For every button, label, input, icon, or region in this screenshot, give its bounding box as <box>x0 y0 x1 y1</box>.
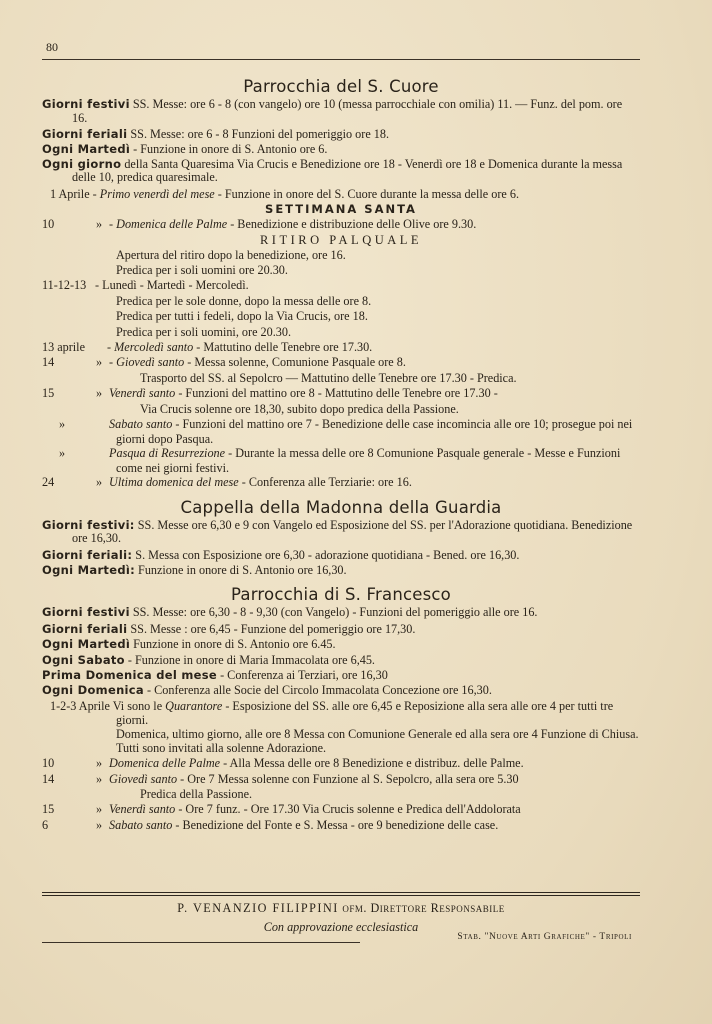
heading-settimana-santa: SETTIMANA SANTA <box>265 202 417 217</box>
quarantore-detail: Domenica, ultimo giorno, alle ore 8 Messa con Comunione Generale ed alla sera ore 4 Funzione di Chiusa. <box>116 726 639 741</box>
entry-ogni-domenica: Ogni Domenica - Conferenza alle Socie del Circolo Immacolata Concezione ore 16,30. <box>42 683 492 698</box>
entry-ogni-martedi: Ogni Martedì - Funzione in onore di S. Antonio ore 6. <box>42 142 328 157</box>
page-footer <box>42 884 640 937</box>
entry-14-aprile: 14 » Giovedì santo - Ore 7 Messa solenne con Funzione al S. Sepolcro, alla sera ore 5.30 <box>42 771 519 786</box>
entry-11-12-13: 11-12-13 - Lunedì - Martedì - Mercoledì. <box>42 278 249 293</box>
entry-24-aprile: 24 » Ultima domenica del mese - Conferenza alle Terziarie: ore 16. <box>42 475 412 490</box>
entry-15-aprile: 15 » Venerdì santo - Ore 7 funz. - Ore 17.30 Via Crucis solenne e Predica dell'Addolorata <box>42 802 521 817</box>
section-title-madonna-guardia: Cappella della Madonna della Guardia <box>180 497 502 517</box>
heading-ritiro: RITIRO PALQUALE <box>259 232 423 247</box>
bulletin-content <box>42 76 640 833</box>
entry-giorni-festivi: Giorni festivi: SS. Messe ore 6,30 e 9 con Vangelo ed Esposizione del SS. per l'Adorazione quotidiana. Benedizione ore 16,30. <box>42 517 633 545</box>
page-number: 80 <box>46 40 58 54</box>
entry-giorni-feriali: Giorni feriali SS. Messe : ore 6,45 - Funzione del pomeriggio ore 17,30. <box>42 621 416 636</box>
footer-double-rule <box>42 892 640 896</box>
ritiro-line: Predica per tutti i fedeli, dopo la Via Crucis, ore 18. <box>116 309 368 324</box>
entry-13-aprile: 13 aprile - Mercoledì santo - Mattutino delle Tenebre ore 17.30. <box>42 340 373 355</box>
entry-giorni-feriali: Giorni feriali: S. Messa con Esposizione ore 6,30 - adorazione quotidiana - Bened. ore 16,30. <box>42 547 520 562</box>
approval-line: Con approvazione ecclesiastica <box>263 920 419 934</box>
entry-10-aprile: 10 » - Domenica delle Palme - Benedizione e distribuzione delle Olive ore 9.30. <box>42 217 477 232</box>
entry-14-aprile: 14 » - Giovedì santo - Messa solenne, Comunione Pasquale ore 8. <box>42 355 406 370</box>
entry-continuation: Via Crucis solenne ore 18,30, subito dopo predica della Passione. <box>140 401 459 416</box>
entry-giorni-festivi: Giorni festivi SS. Messe: ore 6 - 8 (con vangelo) ore 10 (messa parrocchiale con omilia) 11. — Funz. del pom. ore 16. <box>42 97 623 125</box>
entry-17-aprile: » Pasqua di Resurrezione - Durante la messa delle ore 8 Comunione Pasquale generale - Messe e Funzioni come nei giorni festivi. <box>58 446 621 475</box>
entry-ogni-sabato: Ogni Sabato - Funzione in onore di Maria Immacolata ore 6,45. <box>42 652 375 667</box>
printer-credit: Stab. "Nuove Arti Grafiche" - Tripoli <box>457 932 632 942</box>
entry-ogni-giorno: Ogni giorno della Santa Quaresima Via Crucis e Benedizione ore 18 - Venerdì ore 18 e Domenica durante la messa delle 10, predica quaresimale. <box>42 156 623 185</box>
entry-giorni-feriali: Giorni feriali SS. Messe: ore 6 - 8 Funzioni del pomeriggio ore 18. <box>42 127 390 141</box>
entry-quarantore: 1-2-3 Aprile Vi sono le Quarantore - Esposizione del SS. alle ore 6,45 e Reposizione alla sera alle ore 4 per tutti tre giorni. <box>50 698 614 727</box>
director-line: P. VENANZIO FILIPPINI ofm. Direttore Responsabile <box>177 901 505 915</box>
entry-ogni-martedi: Ogni Martedì: Funzione in onore di S. Antonio ore 16,30. <box>42 562 347 577</box>
entry-continuation: Trasporto del SS. al Sepolcro — Mattutino delle Tenebre ore 17.30 - Predica. <box>140 370 517 385</box>
ritiro-line: Predica per i soli uomini, ore 20.30. <box>116 324 291 339</box>
entry-16-aprile: » Sabato santo - Funzioni del mattino ore 7 - Benedizione delle case incomincia alle ore 10; prosegue poi nei giorni dopo Pasqua. <box>58 417 633 446</box>
ritiro-line: Apertura del ritiro dopo la benedizione, ore 16. <box>116 247 346 262</box>
entry-giorni-festivi: Giorni festivi SS. Messe: ore 6,30 - 8 - 9,30 (con Vangelo) - Funzioni del pomeriggio alle ore 16. <box>42 605 538 620</box>
entry-1-aprile: 1 Aprile - Primo venerdì del mese - Funzione in onore del S. Cuore durante la messa delle ore 6. <box>50 186 519 201</box>
entry-sabato-santo: 6 » Sabato santo - Benedizione del Fonte e S. Messa - ore 9 benedizione delle case. <box>42 817 499 832</box>
entry-prima-domenica: Prima Domenica del mese - Conferenza ai Terziari, ore 16,30 <box>42 668 388 683</box>
section-title-san-francesco: Parrocchia di S. Francesco <box>231 585 451 605</box>
bottom-rule <box>42 942 360 943</box>
entry-15-aprile: 15 » Venerdì santo - Funzioni del mattino ore 8 - Mattutino delle Tenebre ore 17.30 - <box>42 386 498 401</box>
entry-10-aprile: 10 » Domenica delle Palme - Alla Messa delle ore 8 Benedizione e distribuz. delle Palme. <box>42 756 524 771</box>
ritiro-line: Predica per le sole donne, dopo la messa delle ore 8. <box>116 293 372 308</box>
quarantore-detail: Tutti sono invitati alla solenne Adorazione. <box>116 740 327 755</box>
entry-ogni-martedi: Ogni Martedì Funzione in onore di S. Antonio ore 6.45. <box>42 637 336 652</box>
entry-continuation: Predica della Passione. <box>140 787 253 802</box>
ritiro-line: Predica per i soli uomini ore 20.30. <box>116 263 288 278</box>
section-title-sacro-cuore: Parrocchia del S. Cuore <box>243 77 439 96</box>
top-rule <box>42 59 640 60</box>
